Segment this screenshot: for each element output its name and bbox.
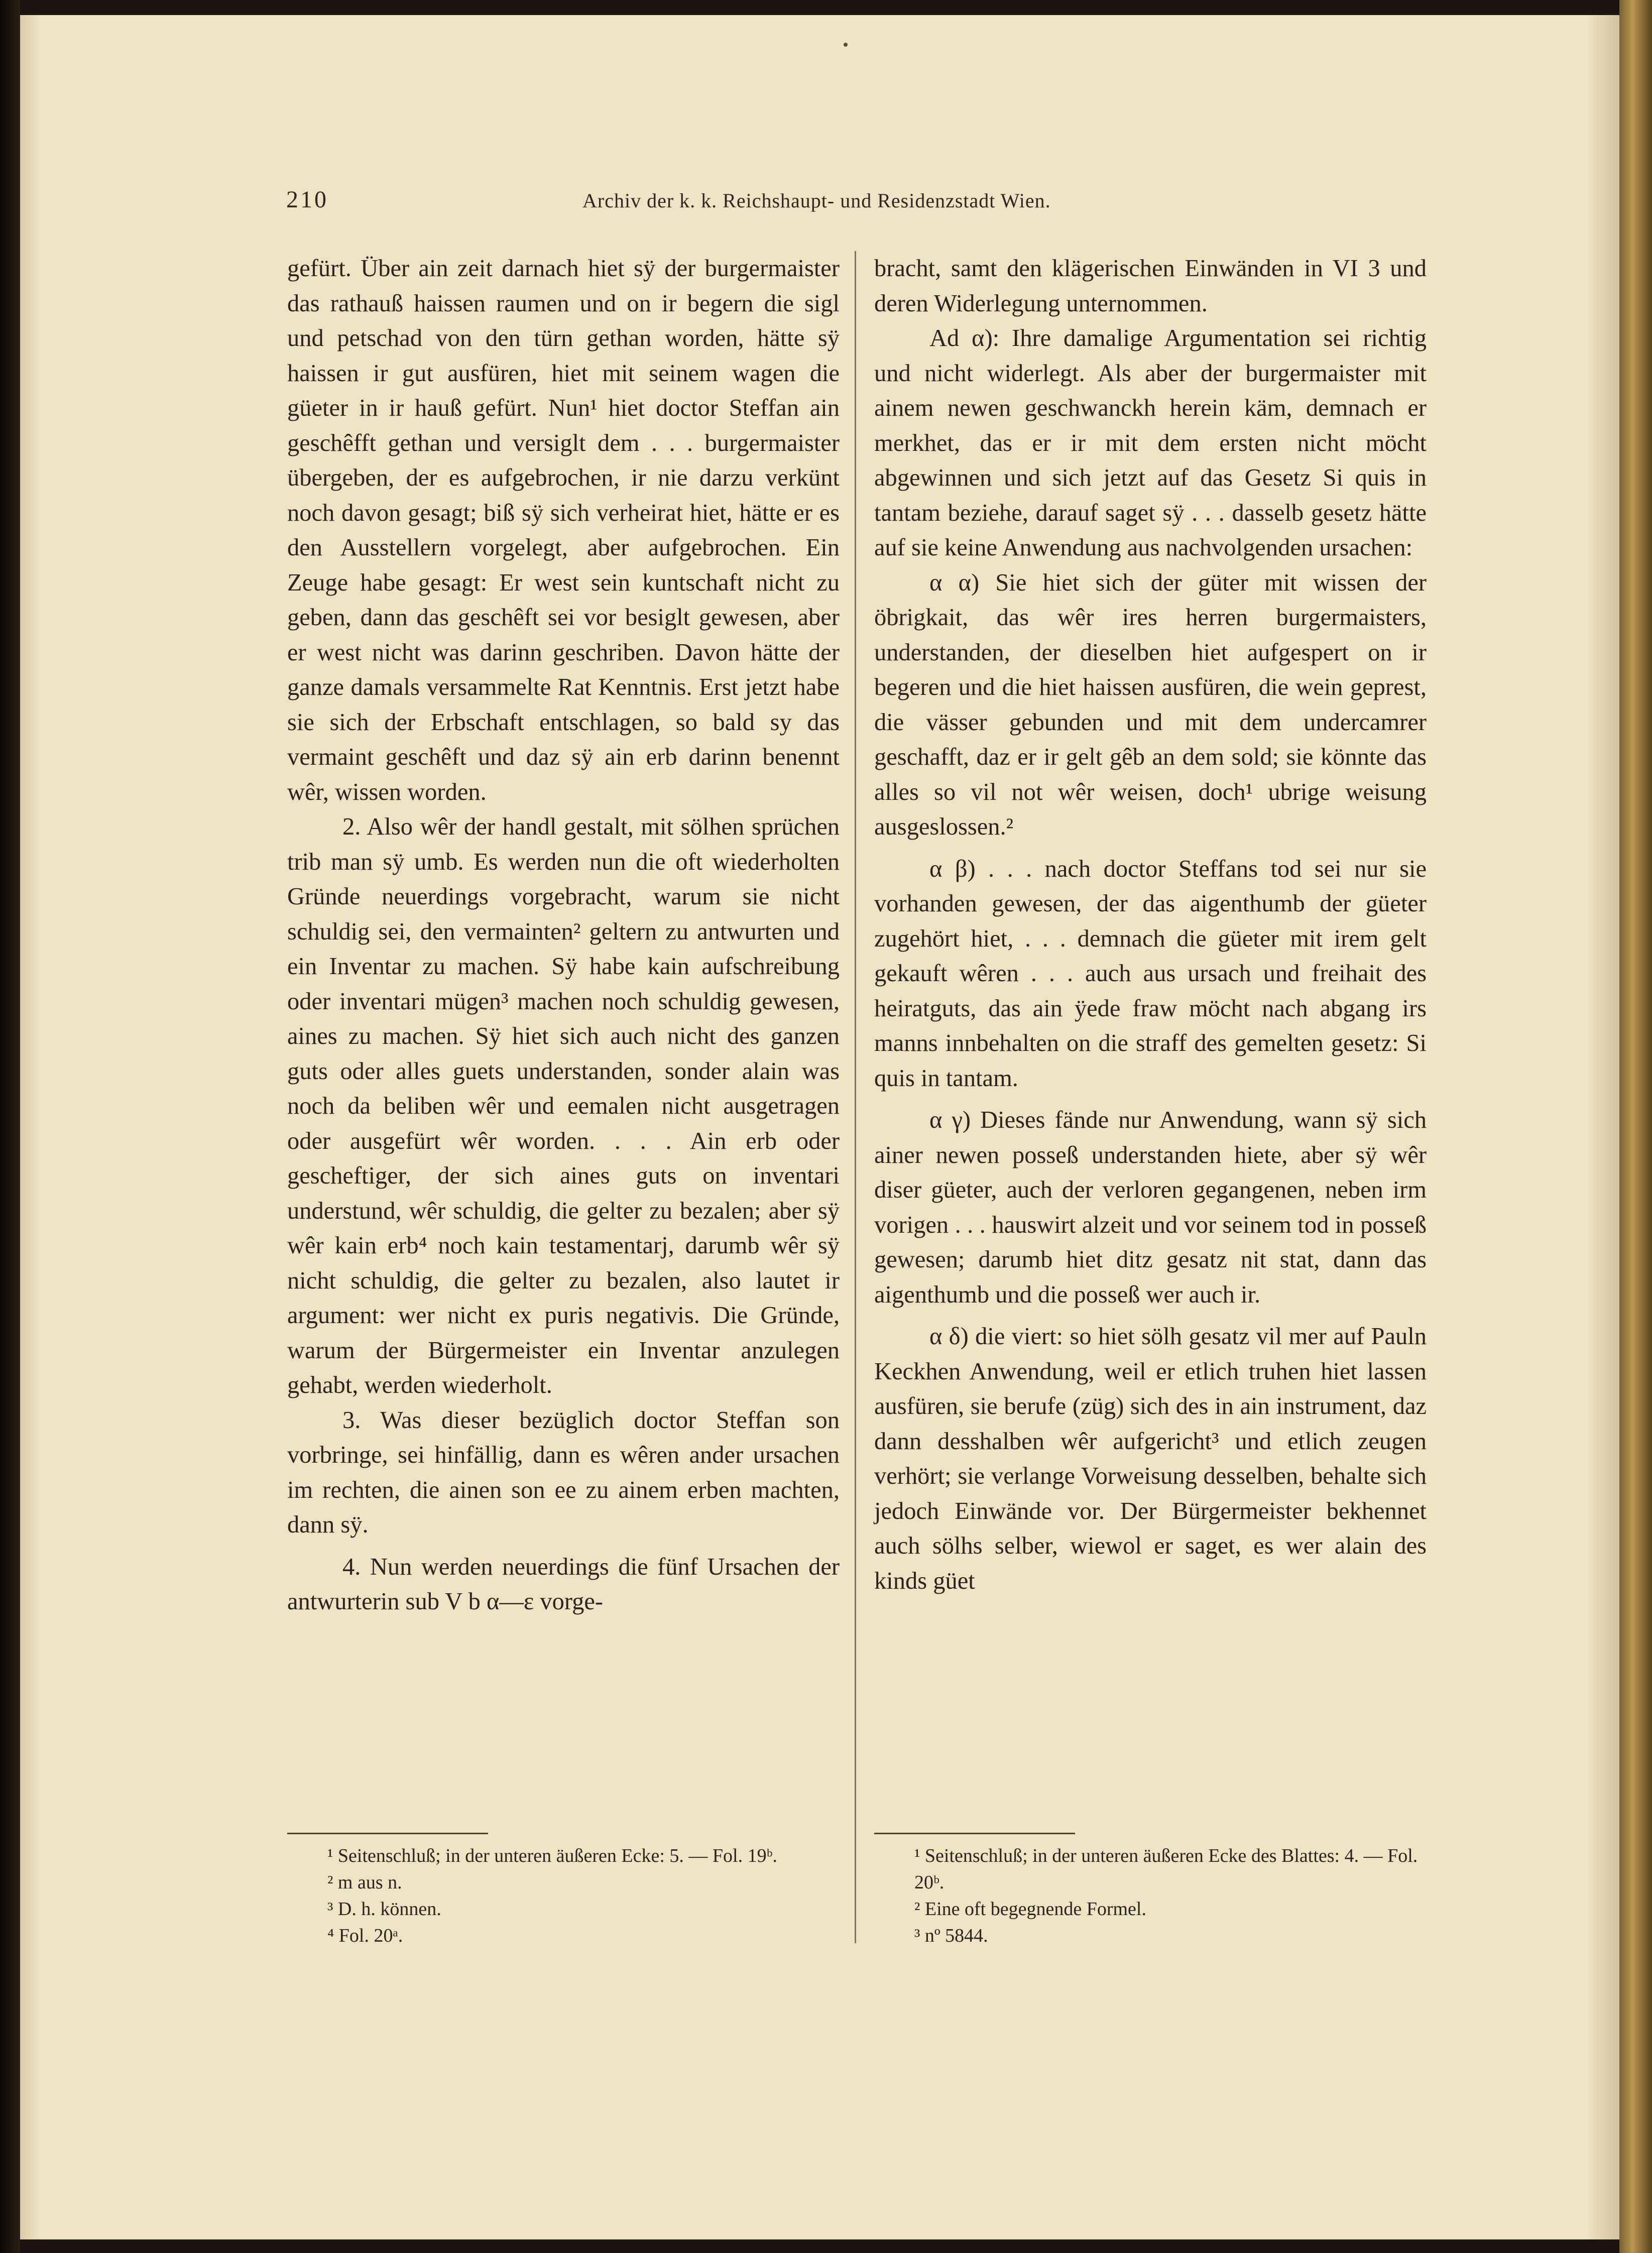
book-spine-edge [1619,0,1652,2253]
footnote-rule-right [874,1833,1075,1834]
page-number: 210 [286,186,328,213]
paragraph: bracht, samt den klägerischen Einwänden in VI 3 und deren Widerlegung unternommen. [874,255,1427,317]
left-footnotes [287,1843,840,1949]
paragraph: α β) . . . nach doctor Steffans tod sei nur sie vorhanden gewesen, der das aigenthumb der güeter zugehört hiet, . . . demnach die güeter mit irem gelt gekauft wêren . . . auch aus ursach und freihait des heiratguts, das ain ӱede fraw möcht nach abgang irs manns innbehalten on die straff des gemelten gesetz: Si quis in tantam. [874,855,1427,1092]
paragraph: Ad α): Ihre damalige Argumentation sei richtig und nicht widerlegt. Als aber der burgermaister mit ainem newen geschwanckh herein käm, demnach er merkhet, das er ir mit dem ersten nicht möcht abgewinnen und sich jetzt auf das Gesetz Si quis in tantam beziehe, darauf saget sӱ . . . dasselb gesetz hätte auf sie keine Anwendung aus nachvolgenden ursachen: [874,325,1427,561]
footnote-rule-left [287,1833,488,1834]
paragraph: 4. Nun werden neuerdings die fünf Ursachen der antwurterin sub V b α—ε vorge- [287,1553,840,1615]
footnote: ² m aus n. [327,1872,402,1893]
footnote: ³ D. h. können. [327,1899,441,1920]
paragraph: α γ) Dieses fände nur Anwendung, wann sӱ sich ainer newen posseß understanden hiete, aber sӱ wêr diser güeter, auch der verloren gegangenen, neben irm vorigen . . . hauswirt alzeit und vor seinem tod in posseß gewesen; darumb hiet ditz gesatz nit stat, dann das aigenthumb und die posseß wer auch ir. [874,1107,1427,1308]
page-header [0,186,1652,221]
footnote: ⁴ Fol. 20ᵃ. [327,1925,403,1946]
column-divider [855,251,856,1943]
paragraph: α δ) die viert: so hiet sölh gesatz vil mer auf Pauln Keckhen Anwendung, weil er etlich truhen hiet lassen ausfüren, sie berufe (züg) sich des in ain instrument, daz dann desshalben wêr aufgericht³ und etlich zeugen verhört; sie verlange Vorweisung desselben, behalte sich jedoch Einwände vor. Der Bürgermeister bekhennet auch sölhs selber, wiewol er saget, es wer alain des kinds güet [874,1323,1427,1594]
page-speck [844,43,848,47]
paragraph: 2. Also wêr der handl gestalt, mit sölhen sprüchen trib man sӱ umb. Es werden nun die oft wiederholten Gründe neuerdings vorgebracht, warum sie nicht schuldig sei, den vermainten² geltern zu antwurten und ein Inventar zu machen. Sӱ habe kain aufschreibung oder inventari mügen³ machen noch schuldig gewesen, aines zu machen. Sӱ hiet sich auch nicht des ganzen guts oder alles guets understanden, sonder alain was noch da beliben wêr und eemalen nicht ausgetragen oder ausgefürt wêr worden. . . . Ain erb oder gescheftiger, der sich aines guts on inventari understund, wêr schuldig, die gelter zu bezalen; aber sӱ wêr kain erb⁴ noch kain testamentarj, darumb wêr sӱ nicht schuldig, die gelter zu bezalen, also lautet ir argument: wer nicht ex puris negativis. Die Gründe, warum der Bürgermeister ein Inventar anzulegen gehabt, werden wiederholt. [287,813,840,1398]
right-footnotes [874,1843,1427,1949]
right-text-column [874,251,1427,1598]
running-title: Archiv der k. k. Reichshaupt- und Residenzstadt Wien. [582,189,1051,212]
left-text-column [287,251,840,1619]
paragraph: 3. Was dieser bezüglich doctor Steffan son vorbringe, sei hinfällig, dann es wêren ander ursachen im rechten, die ainen son ee zu ainem erben machten, dann sӱ. [287,1406,840,1538]
footnote: ² Eine oft begegnende Formel. [914,1899,1146,1920]
footnote: ³ nº 5844. [914,1925,988,1946]
scan-dark-edge [0,0,20,2253]
paragraph: α α) Sie hiet sich der güter mit wissen der öbrigkait, das wêr ires herren burgermaisters, understanden, der dieselben hiet aufgespert on ir begeren und die hiet haissen ausfüren, die wein geprest, die vässer gebunden und mit dem undercamrer geschafft, daz er ir gelt gêb an dem sold; sie könnte das alles so vil not wêr weisen, doch¹ ubrige weisung ausgeslossen.² [874,569,1427,840]
footnote: ¹ Seitenschluß; in der unteren äußeren Ecke: 5. — Fol. 19ᵇ. [327,1845,777,1866]
paragraph: gefürt. Über ain zeit darnach hiet sӱ der burgermaister das rathauß haissen raumen und on ir begern die sigl und petschad von den türn gethan worden, hätte sӱ haissen ir gut ausfüren, hiet mit seinem wagen die güeter in ir hauß gefürt. Nun¹ hiet doctor Steffan ain geschêfft gethan und versiglt dem . . . burgermaister übergeben, der es aufgebrochen, ir nie darzu verkünt noch davon gesagt; biß sӱ sich verheirat hiet, hätte er es den Ausstellern vorgelegt, aber aufgebrochen. Ein Zeuge habe gesagt: Er west sein kuntschaft nicht zu geben, dann das geschêft sei vor besiglt gewesen, aber er west nicht was darinn geschriben. Davon hätte der ganze damals versammelte Rat Kenntnis. Erst jetzt habe sie sich der Erbschaft entschlagen, so bald sy das vermaint geschêft und daz sӱ ain erb darinn benennt wêr, wissen worden. [287,255,840,805]
footnote: ¹ Seitenschluß; in der unteren äußeren Ecke des Blattes: 4. — Fol. 20ᵇ. [914,1845,1418,1893]
